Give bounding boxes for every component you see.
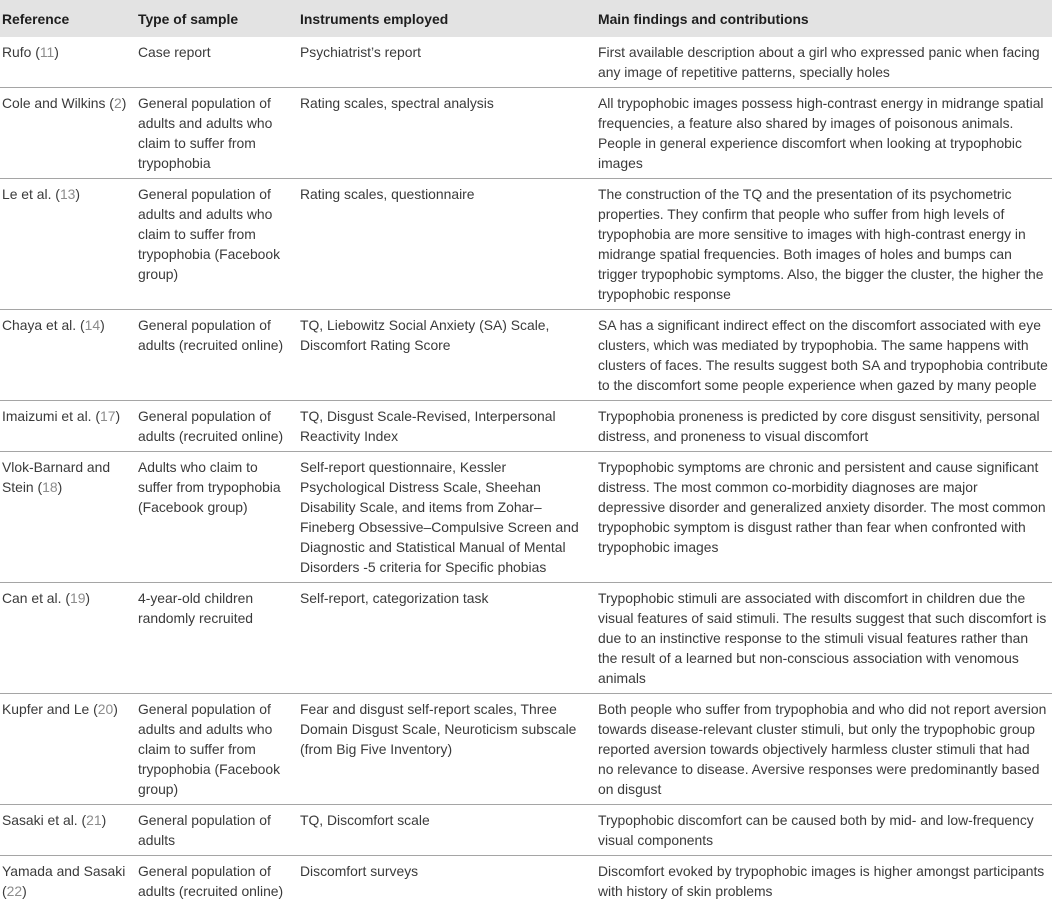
header-reference: Reference: [0, 0, 136, 37]
reference-author: Le et al.: [2, 186, 51, 202]
reference-author: Yamada and Sasaki: [2, 863, 125, 879]
reference-citation-number[interactable]: 19: [70, 590, 85, 606]
header-instruments-employed: Instruments employed: [298, 0, 596, 37]
findings-cell: First available description about a girl who expressed panic when facing any image of repetitive patterns, specially holes: [596, 37, 1052, 88]
sample-cell: General population of adults (recruited online): [136, 856, 298, 906]
reference-citation-number[interactable]: 22: [7, 883, 22, 899]
table-row: [0, 694, 1052, 805]
reference-citation-number[interactable]: 11: [40, 44, 54, 60]
reference-cell: Le et al. (13): [0, 179, 136, 310]
reference-author: Sasaki et al.: [2, 812, 78, 828]
table-row: [0, 179, 1052, 310]
instruments-cell: Self-report questionnaire, Kessler Psychological Distress Scale, Sheehan Disability Scale, and items from Zohar–Fineberg Obsessive–Compulsive Screen and Diagnostic and Statistical Manual of Mental Disorders -5 criteria for Specific phobias: [298, 452, 596, 583]
header-main-findings: Main findings and contributions: [596, 0, 1052, 37]
sample-cell: 4-year-old children randomly recruited: [136, 583, 298, 694]
reference-citation-number[interactable]: 13: [60, 186, 75, 202]
reference-cell: Sasaki et al. (21): [0, 805, 136, 856]
table-row: [0, 310, 1052, 401]
instruments-cell: Discomfort surveys: [298, 856, 596, 906]
findings-cell: The construction of the TQ and the presentation of its psychometric properties. They confirm that people who suffer from high levels of trypophobia are more sensitive to images with high-contrast energy in midrange spatial frequencies. Both images of holes and bumps can trigger trypophobic symptoms. Also, the bigger the cluster, the higher the trypophobic response: [596, 179, 1052, 310]
reference-cell: Chaya et al. (14): [0, 310, 136, 401]
table-row: [0, 856, 1052, 906]
reference-author: Can et al.: [2, 590, 61, 606]
instruments-cell: TQ, Disgust Scale-Revised, Interpersonal Reactivity Index: [298, 401, 596, 452]
findings-cell: Trypophobic stimuli are associated with discomfort in children due the visual features of said stimuli. The results suggest that such discomfort is due to an instinctive response to the stimuli visual features rather than the result of a learned but non-conscious association with venomous animals: [596, 583, 1052, 694]
reference-cell: Kupfer and Le (20): [0, 694, 136, 805]
table-row: [0, 805, 1052, 856]
findings-cell: All trypophobic images possess high-contrast energy in midrange spatial frequencies, a feature also shared by images of poisonous animals. People in general experience discomfort when looking at trypophobic images: [596, 88, 1052, 179]
reference-cell: Can et al. (19): [0, 583, 136, 694]
reference-citation-number[interactable]: 2: [114, 95, 122, 111]
sample-cell: General population of adults and adults who claim to suffer from trypophobia: [136, 88, 298, 179]
sample-cell: General population of adults and adults who claim to suffer from trypophobia (Facebook group): [136, 179, 298, 310]
findings-cell: SA has a significant indirect effect on the discomfort associated with eye clusters, which was mediated by trypophobia. The same happens with clusters of faces. The results suggest both SA and trypophobia contribute to the discomfort some people experience when gazed by many people: [596, 310, 1052, 401]
table-row: [0, 583, 1052, 694]
reference-author: Kupfer and Le: [2, 701, 89, 717]
reference-citation-number[interactable]: 21: [86, 812, 101, 828]
reference-citation-number[interactable]: 14: [85, 317, 100, 333]
findings-cell: Discomfort evoked by trypophobic images is higher amongst participants with history of skin problems: [596, 856, 1052, 906]
sample-cell: General population of adults (recruited online): [136, 310, 298, 401]
reference-author: Vlok-Barnard and Stein: [2, 459, 110, 495]
header-type-of-sample: Type of sample: [136, 0, 298, 37]
table-body: [0, 37, 1052, 906]
instruments-cell: Psychiatrist’s report: [298, 37, 596, 88]
table-row: [0, 37, 1052, 88]
table-row: [0, 452, 1052, 583]
findings-cell: Trypophobic symptoms are chronic and persistent and cause significant distress. The most common co-morbidity diagnoses are major depressive disorder and generalized anxiety disorder. The most common trypophobic symptom is disgust rather than fear when confronted with trypophobic images: [596, 452, 1052, 583]
reference-citation-number[interactable]: 20: [98, 701, 113, 717]
sample-cell: Adults who claim to suffer from trypophobia (Facebook group): [136, 452, 298, 583]
sample-cell: Case report: [136, 37, 298, 88]
table-row: [0, 401, 1052, 452]
instruments-cell: Rating scales, spectral analysis: [298, 88, 596, 179]
sample-cell: General population of adults: [136, 805, 298, 856]
sample-cell: General population of adults (recruited online): [136, 401, 298, 452]
findings-cell: Trypophobic discomfort can be caused both by mid- and low-frequency visual components: [596, 805, 1052, 856]
reference-cell: Vlok-Barnard and Stein (18): [0, 452, 136, 583]
instruments-cell: Self-report, categorization task: [298, 583, 596, 694]
findings-cell: Trypophobia proneness is predicted by core disgust sensitivity, personal distress, and proneness to visual discomfort: [596, 401, 1052, 452]
sample-cell: General population of adults and adults who claim to suffer from trypophobia (Facebook group): [136, 694, 298, 805]
findings-cell: Both people who suffer from trypophobia and who did not report aversion towards disease-relevant cluster stimuli, but only the trypophobic group reported aversion towards objectively harmless cluster stimuli that had no relevance to disease. Aversive responses were predominantly based on disgust: [596, 694, 1052, 805]
table-row: [0, 88, 1052, 179]
reference-citation-number[interactable]: 17: [100, 408, 115, 424]
reference-author: Rufo: [2, 44, 31, 60]
reference-cell: Yamada and Sasaki (22): [0, 856, 136, 906]
instruments-cell: TQ, Discomfort scale: [298, 805, 596, 856]
reference-author: Imaizumi et al.: [2, 408, 92, 424]
table-header-row: [0, 0, 1052, 37]
reference-author: Chaya et al.: [2, 317, 76, 333]
instruments-cell: Fear and disgust self-report scales, Three Domain Disgust Scale, Neuroticism subscale (from Big Five Inventory): [298, 694, 596, 805]
instruments-cell: Rating scales, questionnaire: [298, 179, 596, 310]
reference-author: Cole and Wilkins: [2, 95, 105, 111]
instruments-cell: TQ, Liebowitz Social Anxiety (SA) Scale, Discomfort Rating Score: [298, 310, 596, 401]
reference-citation-number[interactable]: 18: [42, 479, 57, 495]
reference-cell: Rufo (11): [0, 37, 136, 88]
reference-cell: Imaizumi et al. (17): [0, 401, 136, 452]
reference-cell: Cole and Wilkins (2): [0, 88, 136, 179]
